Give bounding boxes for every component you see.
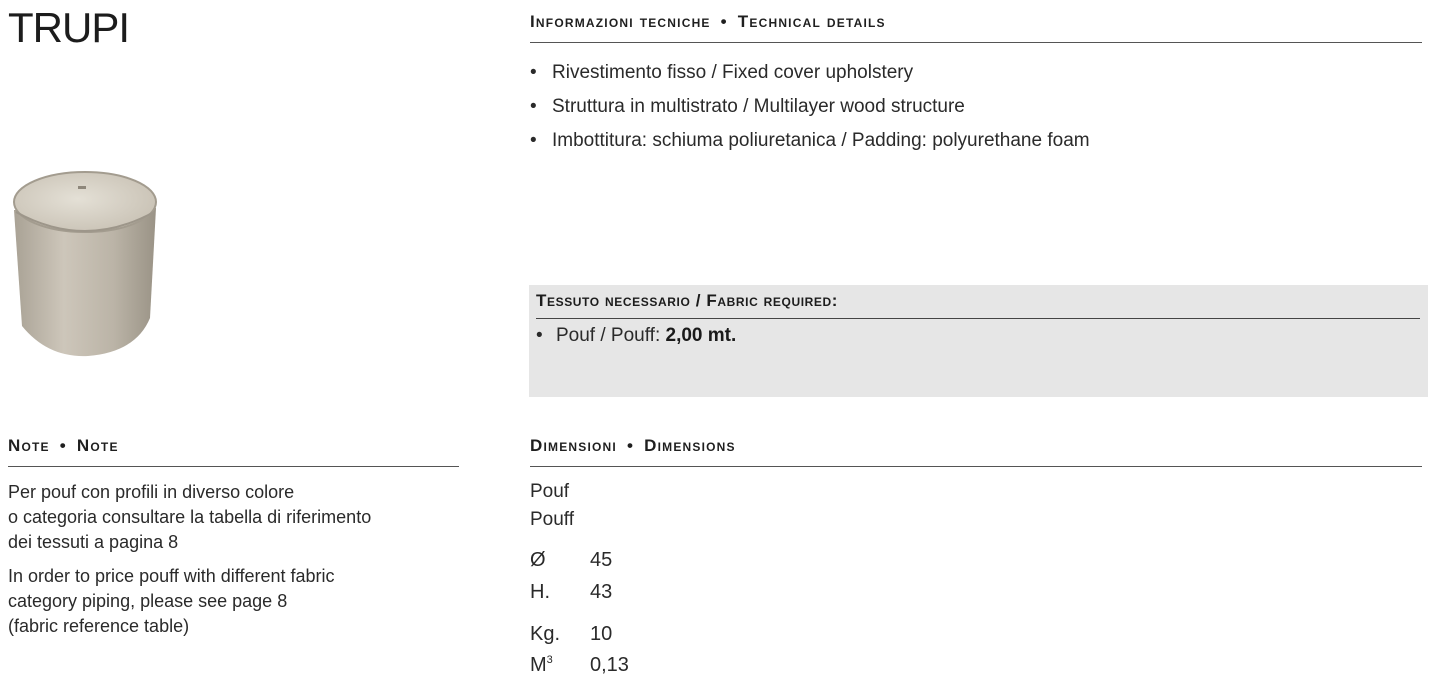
dimension-row-diameter: Ø 45 <box>530 549 613 571</box>
list-item: • Imbottitura: schiuma poliuretanica / Padding: polyurethane foam <box>530 124 1422 158</box>
technical-details-list <box>530 56 1422 158</box>
note-heading-it: Note <box>8 436 50 455</box>
dimensions-heading-it: Dimensioni <box>530 436 617 455</box>
note-paragraph-en: In order to price pouff with different fabric category piping, please see page 8 (fabric reference table) <box>8 566 335 636</box>
technical-heading-en: Technical details <box>737 12 886 31</box>
note-paragraph-it: Per pouf con profili in diverso colore o categoria consultare la tabella di riferimento dei tessuti a pagina 8 <box>8 482 372 552</box>
bullet-icon: • <box>530 96 537 117</box>
dimensions-label-it: Pouf <box>530 481 570 502</box>
list-item: • Struttura in multistrato / Multilayer wood structure <box>530 90 1422 124</box>
heading-separator: • <box>626 436 635 455</box>
dimensions-heading <box>530 436 1422 467</box>
dimensions-heading-en: Dimensions <box>644 436 736 455</box>
bullet-icon: • <box>536 325 543 346</box>
pouf-illustration <box>8 168 163 364</box>
product-title: TRUPI <box>8 4 129 51</box>
technical-details-heading <box>530 12 1422 43</box>
fabric-required-box <box>529 285 1428 397</box>
dimension-row-weight: Kg. 10 <box>530 623 613 645</box>
note-heading-en: Note <box>76 436 119 455</box>
fabric-item-value: 2,00 mt. <box>665 325 737 346</box>
fabric-required-heading: Tessuto necessario / Fabric required: <box>536 291 1420 319</box>
bullet-icon: • <box>530 130 537 151</box>
heading-separator: • <box>59 436 67 455</box>
heading-separator: • <box>720 12 728 31</box>
note-heading <box>8 436 459 467</box>
dimensions-label-en: Pouff <box>530 509 575 530</box>
dimension-row-height: H. 43 <box>530 581 613 603</box>
dimension-row-volume: $M^3$ 0,13 <box>530 654 629 676</box>
fabric-required-item <box>536 325 736 347</box>
fabric-item-label: Pouf / Pouff: <box>556 325 661 346</box>
pouf-product-image <box>8 168 163 364</box>
list-item: • Rivestimento fisso / Fixed cover upholstery <box>530 56 1422 90</box>
bullet-icon: • <box>530 62 537 83</box>
technical-heading-it: Informazioni tecniche <box>530 12 711 31</box>
